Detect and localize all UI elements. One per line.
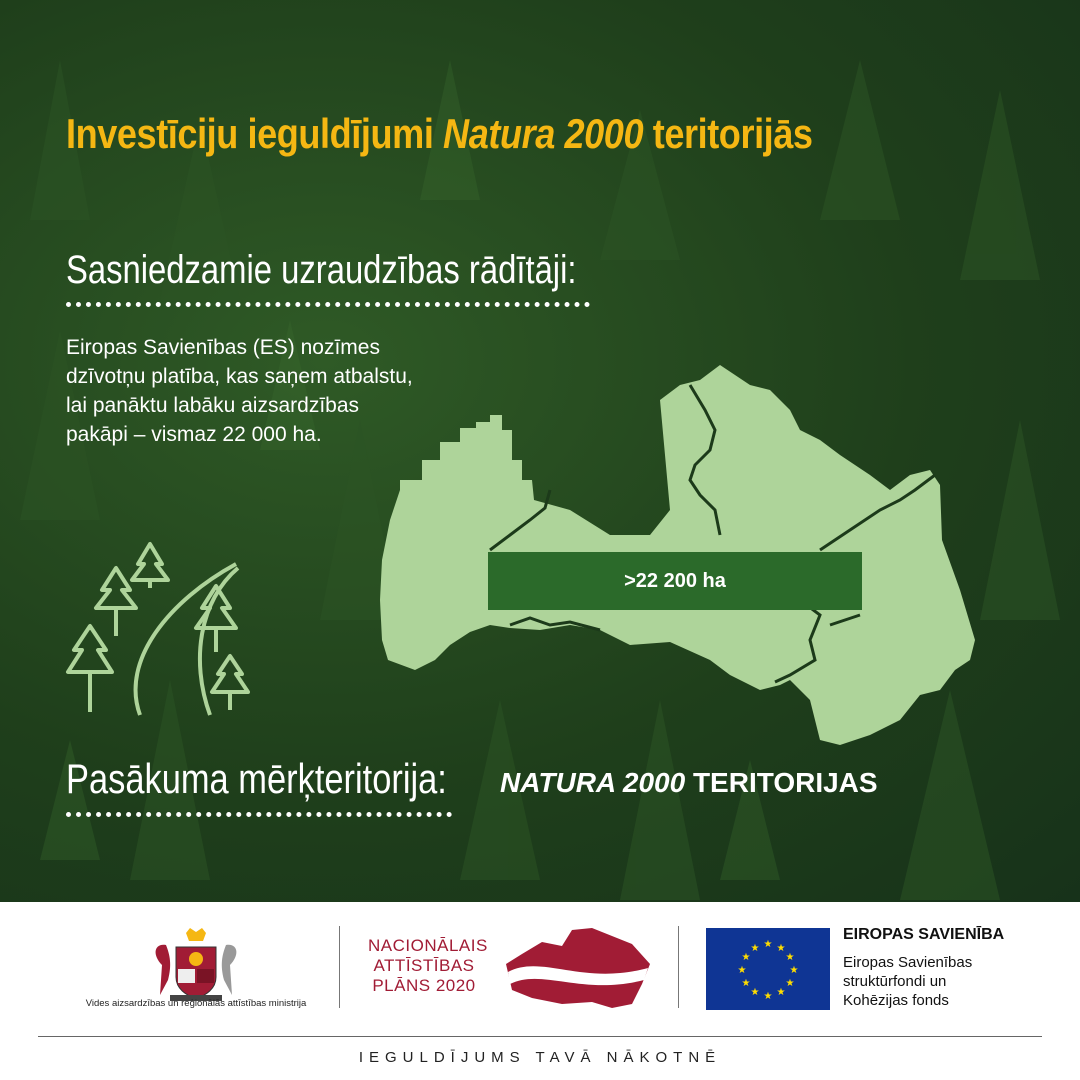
svg-text:★: ★ — [785, 952, 795, 963]
title-highlight: Natura 2000 — [443, 110, 644, 157]
description-line: pakāpi – vismaz 22 000 ha. — [66, 423, 322, 446]
eu-line: struktūrfondi un — [843, 973, 947, 990]
page-title — [66, 110, 892, 158]
svg-text:★: ★ — [785, 978, 795, 989]
nap-line: PLĀNS 2020 — [372, 976, 476, 995]
svg-text:★: ★ — [763, 991, 773, 1002]
svg-text:★: ★ — [763, 939, 773, 950]
svg-text:★: ★ — [737, 965, 747, 976]
svg-text:★: ★ — [741, 952, 751, 963]
footer-divider — [38, 1036, 1042, 1037]
eu-title: EIROPAS SAVIENĪBA — [843, 926, 1005, 943]
target-value-italic: NATURA 2000 — [500, 767, 686, 798]
footer-separator — [678, 926, 679, 1008]
eu-flag-icon — [706, 928, 830, 1010]
nap-logo-text — [368, 936, 488, 996]
title-text: Investīciju ieguldījumi — [66, 110, 444, 157]
value-bar: >22 200 ha — [488, 552, 862, 610]
description-line: lai panāktu labāku aizsardzības — [66, 394, 360, 417]
forest-road-icon — [60, 540, 260, 720]
nap-line: ATTĪSTĪBAS — [373, 956, 475, 975]
description-line: dzīvotņu platība, kas saņem atbalstu, — [66, 365, 413, 388]
indicators-heading: Sasniedzamie uzraudzības rādītāji: — [66, 248, 577, 292]
dotted-divider — [66, 302, 590, 307]
target-label: Pasākuma mērķteritorija: — [66, 755, 447, 802]
eu-line: Kohēzijas fonds — [843, 992, 949, 1009]
nap-line: NACIONĀLAIS — [368, 936, 488, 955]
svg-text:★: ★ — [776, 987, 786, 998]
svg-text:★: ★ — [776, 943, 786, 954]
eu-line: Eiropas Savienības — [843, 954, 973, 971]
footer-separator — [339, 926, 340, 1008]
latvia-flag-map-icon — [502, 924, 654, 1010]
ministry-caption: Vides aizsardzības un reģionālās attīstības ministrija — [85, 998, 307, 1009]
target-value-rest: TERITORIJAS — [685, 767, 878, 798]
svg-text:★: ★ — [750, 943, 760, 954]
svg-text:★: ★ — [789, 965, 799, 976]
target-value — [500, 767, 878, 799]
description-line: Eiropas Savienības (ES) nozīmes — [66, 336, 380, 359]
svg-text:★: ★ — [741, 978, 751, 989]
eu-description — [843, 953, 972, 1010]
dotted-divider — [66, 812, 452, 817]
title-text-end: teritorijās — [643, 110, 813, 157]
slogan: IEGULDĪJUMS TAVĀ NĀKOTNĒ — [358, 1049, 722, 1066]
svg-text:★: ★ — [750, 987, 760, 998]
